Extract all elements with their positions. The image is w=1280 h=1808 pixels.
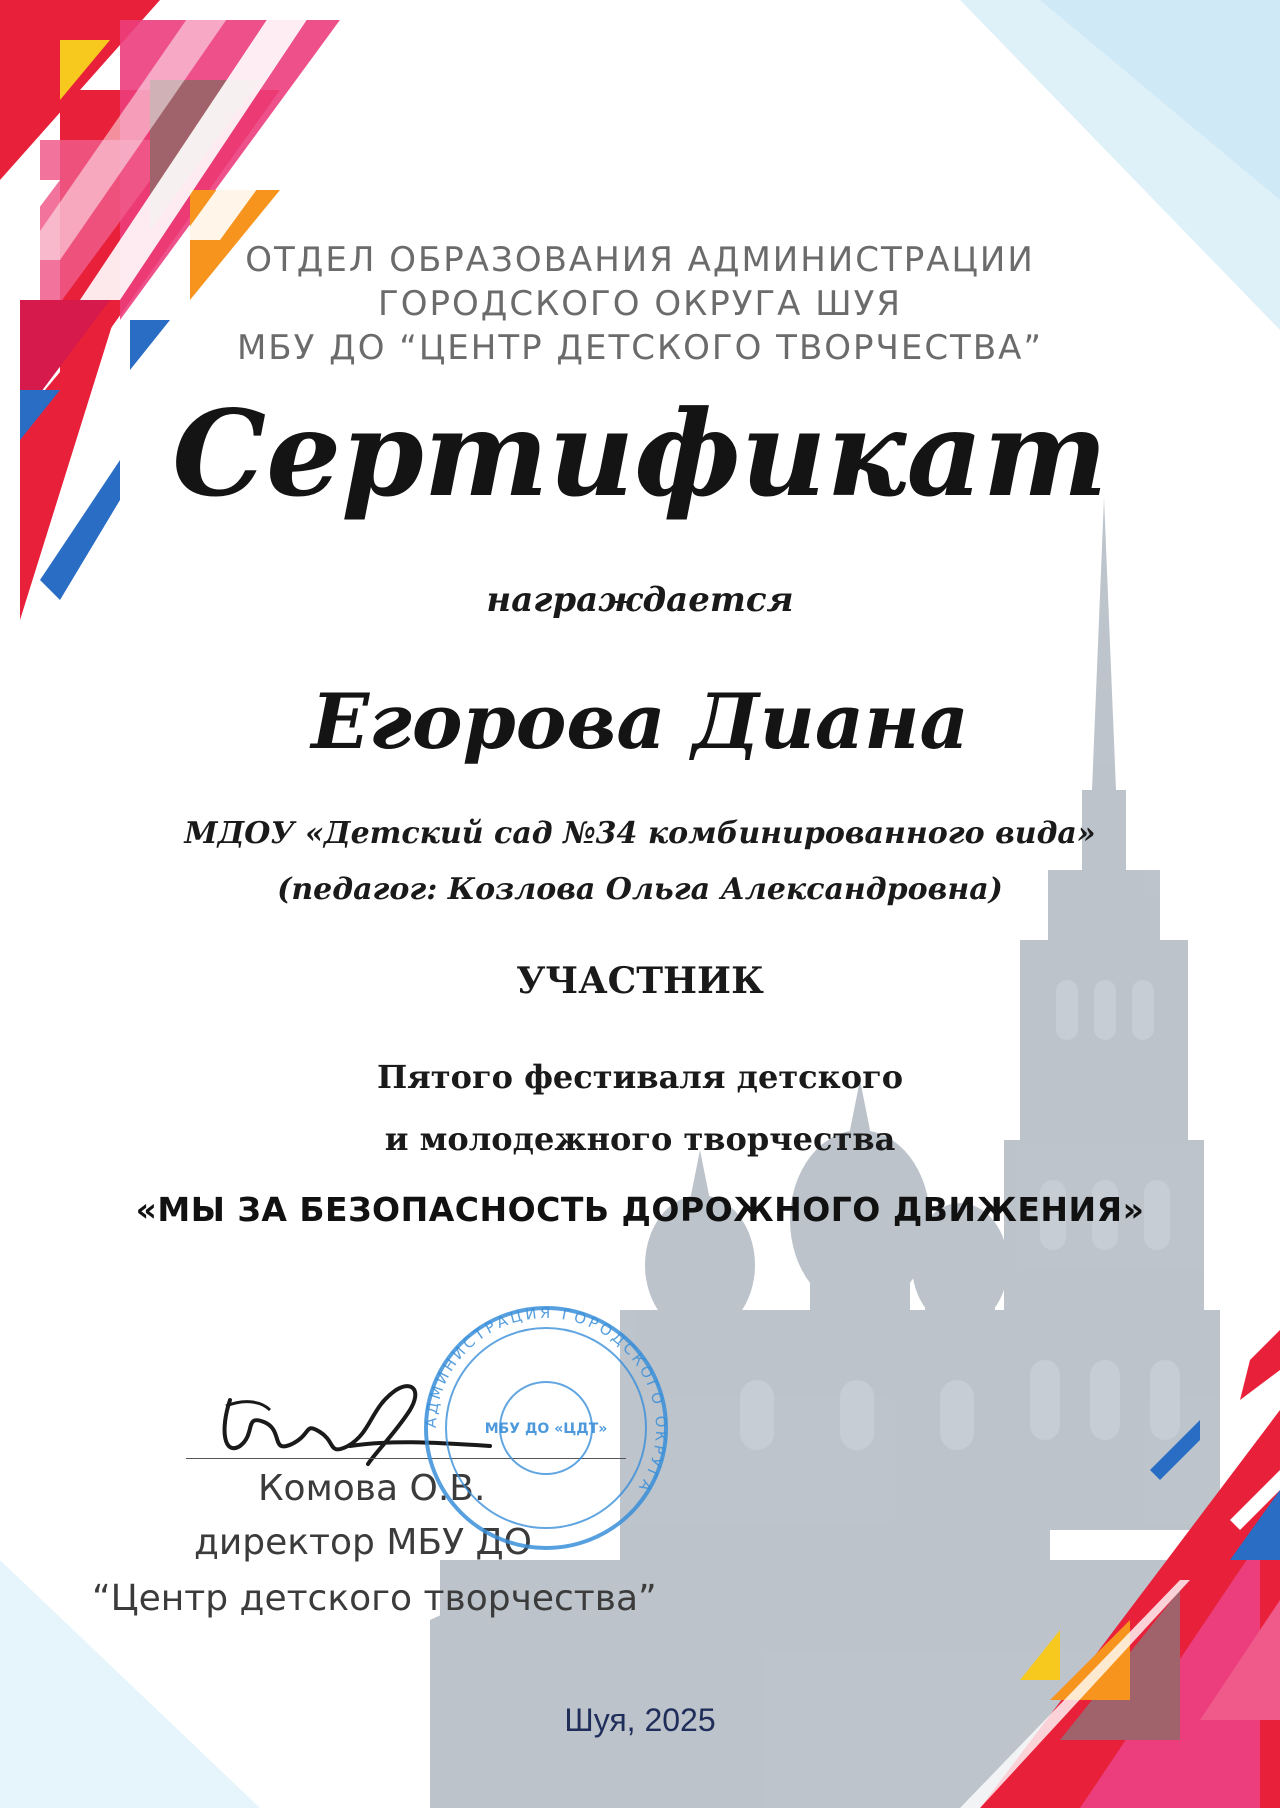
school-name: МДОУ «Детский сад №34 комбинированного вида» (184, 816, 1096, 851)
svg-text:АДМИНИСТРАЦИЯ ГОРОДСКОГО ОКРУГ (422, 1304, 670, 1497)
recipient-name: Егорова Диана (311, 677, 969, 766)
awarded-text: награждается (486, 580, 794, 620)
organization-line-1: ОТДЕЛ ОБРАЗОВАНИЯ АДМИНИСТРАЦИИ (245, 240, 1035, 280)
teacher-name: (педагог: Козлова Ольга Александровна) (277, 872, 1003, 907)
official-stamp (418, 1300, 674, 1556)
signatory-organization: “Центр детского творчества” (92, 1578, 657, 1619)
place-and-year: Шуя, 2025 (564, 1702, 716, 1738)
signatory-name: Комова О.В. (258, 1468, 486, 1509)
organization-line-2: ГОРОДСКОГО ОКРУГА ШУЯ (378, 284, 902, 324)
event-line-2: и молодежного творчества (384, 1120, 896, 1158)
certificate-title: Сертификат (172, 384, 1108, 523)
school-info (0, 806, 1280, 918)
stamp-center-text: МБУ ДО «ЦДТ» (484, 1421, 608, 1437)
signatory-role: директор МБУ ДО (194, 1522, 532, 1563)
participant-status: УЧАСТНИК (516, 960, 764, 1002)
event-line-1: Пятого фестиваля детского (376, 1058, 904, 1096)
stamp-ring-text: АДМИНИСТРАЦИЯ ГОРОДСКОГО ОКРУГА (421, 1303, 671, 1498)
event-motto: «МЫ ЗА БЕЗОПАСНОСТЬ ДОРОЖНОГО ДВИЖЕНИЯ» (135, 1190, 1145, 1229)
organization-line-3: МБУ ДО “ЦЕНТР ДЕТСКОГО ТВОРЧЕСТВА” (236, 328, 1044, 368)
organization-header (0, 238, 1280, 370)
event-description (0, 1046, 1280, 1170)
